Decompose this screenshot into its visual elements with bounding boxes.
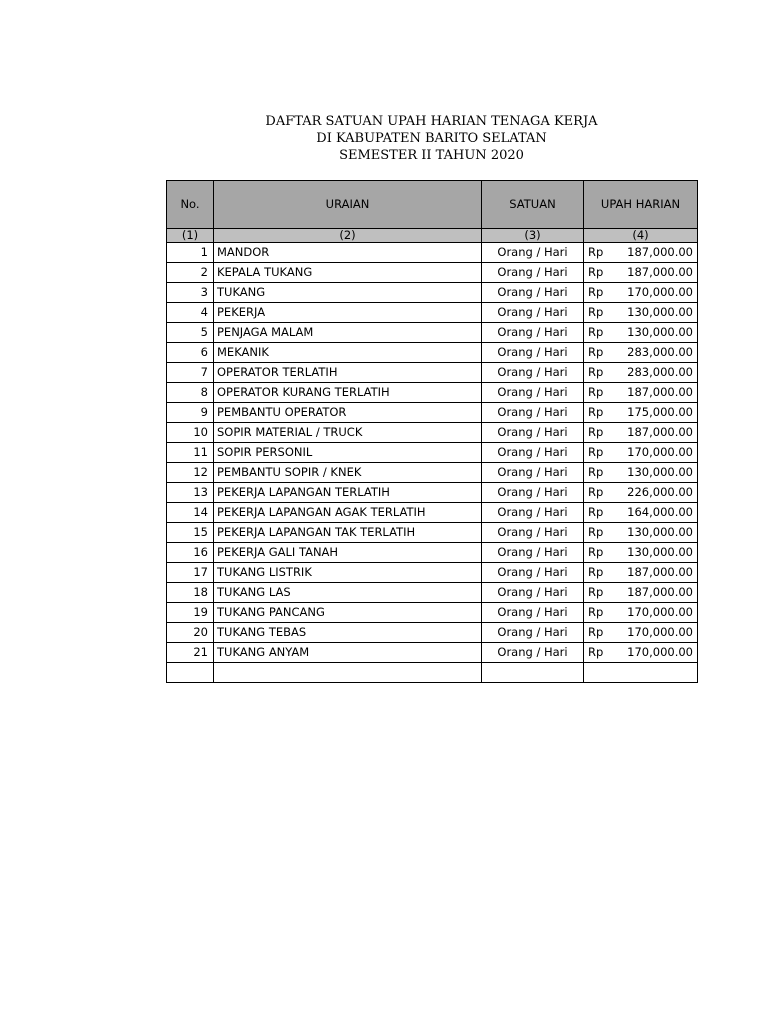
- row-upah-harian: [584, 443, 698, 463]
- row-uraian: OPERATOR TERLATIH: [214, 363, 482, 383]
- row-upah-harian: [584, 643, 698, 663]
- wage-amount: 226,000.00: [627, 485, 693, 499]
- table-row: [167, 503, 698, 523]
- header-no: No.: [167, 181, 214, 229]
- row-satuan: Orang / Hari: [482, 443, 584, 463]
- table-row: [167, 443, 698, 463]
- wage-amount: 170,000.00: [627, 625, 693, 639]
- row-satuan: Orang / Hari: [482, 523, 584, 543]
- wage-amount: 130,000.00: [627, 525, 693, 539]
- row-satuan: Orang / Hari: [482, 503, 584, 523]
- row-satuan: Orang / Hari: [482, 283, 584, 303]
- row-upah-harian: [584, 363, 698, 383]
- empty-cell: [167, 663, 214, 683]
- table-row: [167, 303, 698, 323]
- row-satuan: Orang / Hari: [482, 483, 584, 503]
- row-satuan: Orang / Hari: [482, 463, 584, 483]
- row-satuan: Orang / Hari: [482, 383, 584, 403]
- table-row: [167, 563, 698, 583]
- row-number: 17: [167, 563, 214, 583]
- row-uraian: TUKANG: [214, 283, 482, 303]
- row-number: 16: [167, 543, 214, 563]
- row-uraian: SOPIR PERSONIL: [214, 443, 482, 463]
- header-uraian: URAIAN: [214, 181, 482, 229]
- row-number: 12: [167, 463, 214, 483]
- table-row: [167, 283, 698, 303]
- currency-label: Rp: [588, 305, 604, 319]
- currency-label: Rp: [588, 645, 604, 659]
- currency-label: Rp: [588, 405, 604, 419]
- currency-label: Rp: [588, 285, 604, 299]
- row-uraian: TUKANG PANCANG: [214, 603, 482, 623]
- col-number-2: (2): [214, 229, 482, 243]
- row-number: 20: [167, 623, 214, 643]
- empty-cell: [584, 663, 698, 683]
- table-row: [167, 603, 698, 623]
- row-uraian: MANDOR: [214, 243, 482, 263]
- row-upah-harian: [584, 423, 698, 443]
- currency-label: Rp: [588, 385, 604, 399]
- row-upah-harian: [584, 343, 698, 363]
- wage-amount: 170,000.00: [627, 605, 693, 619]
- currency-label: Rp: [588, 545, 604, 559]
- table-row: [167, 423, 698, 443]
- row-upah-harian: [584, 263, 698, 283]
- row-uraian: SOPIR MATERIAL / TRUCK: [214, 423, 482, 443]
- wage-amount: 283,000.00: [627, 345, 693, 359]
- row-upah-harian: [584, 523, 698, 543]
- currency-label: Rp: [588, 325, 604, 339]
- currency-label: Rp: [588, 345, 604, 359]
- table-body: [167, 243, 698, 683]
- row-uraian: PEKERJA LAPANGAN TAK TERLATIH: [214, 523, 482, 543]
- row-upah-harian: [584, 243, 698, 263]
- row-satuan: Orang / Hari: [482, 403, 584, 423]
- row-number: 14: [167, 503, 214, 523]
- wage-amount: 187,000.00: [627, 585, 693, 599]
- row-upah-harian: [584, 483, 698, 503]
- table-row: [167, 403, 698, 423]
- row-uraian: PEMBANTU SOPIR / KNEK: [214, 463, 482, 483]
- row-uraian: TUKANG LAS: [214, 583, 482, 603]
- header-satuan: SATUAN: [482, 181, 584, 229]
- wage-amount: 170,000.00: [627, 285, 693, 299]
- col-number-4: (4): [584, 229, 698, 243]
- wage-amount: 170,000.00: [627, 445, 693, 459]
- row-satuan: Orang / Hari: [482, 623, 584, 643]
- row-uraian: KEPALA TUKANG: [214, 263, 482, 283]
- wage-amount: 130,000.00: [627, 305, 693, 319]
- table-row: [167, 483, 698, 503]
- row-number: 5: [167, 323, 214, 343]
- row-satuan: Orang / Hari: [482, 563, 584, 583]
- row-upah-harian: [584, 503, 698, 523]
- row-upah-harian: [584, 403, 698, 423]
- row-satuan: Orang / Hari: [482, 423, 584, 443]
- row-uraian: PEKERJA GALI TANAH: [214, 543, 482, 563]
- row-uraian: PEMBANTU OPERATOR: [214, 403, 482, 423]
- header-upah-harian: UPAH HARIAN: [584, 181, 698, 229]
- wage-amount: 164,000.00: [627, 505, 693, 519]
- currency-label: Rp: [588, 605, 604, 619]
- currency-label: Rp: [588, 425, 604, 439]
- title-line-2: DI KABUPATEN BARITO SELATAN: [316, 131, 547, 146]
- row-number: 9: [167, 403, 214, 423]
- wage-amount: 187,000.00: [627, 245, 693, 259]
- column-number-row: [167, 229, 698, 243]
- row-number: 15: [167, 523, 214, 543]
- row-number: 21: [167, 643, 214, 663]
- row-satuan: Orang / Hari: [482, 343, 584, 363]
- currency-label: Rp: [588, 485, 604, 499]
- row-upah-harian: [584, 563, 698, 583]
- table-row: [167, 363, 698, 383]
- wage-amount: 187,000.00: [627, 265, 693, 279]
- currency-label: Rp: [588, 525, 604, 539]
- row-number: 7: [167, 363, 214, 383]
- row-number: 3: [167, 283, 214, 303]
- currency-label: Rp: [588, 625, 604, 639]
- row-number: 6: [167, 343, 214, 363]
- row-number: 19: [167, 603, 214, 623]
- row-upah-harian: [584, 583, 698, 603]
- currency-label: Rp: [588, 445, 604, 459]
- currency-label: Rp: [588, 265, 604, 279]
- table-row: [167, 263, 698, 283]
- row-satuan: Orang / Hari: [482, 263, 584, 283]
- table-row: [167, 243, 698, 263]
- row-satuan: Orang / Hari: [482, 643, 584, 663]
- wage-table: [166, 180, 698, 683]
- title-line-1: DAFTAR SATUAN UPAH HARIAN TENAGA KERJA: [265, 114, 598, 129]
- row-upah-harian: [584, 323, 698, 343]
- row-uraian: PEKERJA LAPANGAN TERLATIH: [214, 483, 482, 503]
- row-uraian: PENJAGA MALAM: [214, 323, 482, 343]
- wage-amount: 283,000.00: [627, 365, 693, 379]
- wage-amount: 130,000.00: [627, 325, 693, 339]
- table-row: [167, 623, 698, 643]
- row-uraian: TUKANG LISTRIK: [214, 563, 482, 583]
- document-title: [166, 113, 697, 164]
- row-uraian: OPERATOR KURANG TERLATIH: [214, 383, 482, 403]
- row-satuan: Orang / Hari: [482, 323, 584, 343]
- wage-amount: 170,000.00: [627, 645, 693, 659]
- row-uraian: TUKANG ANYAM: [214, 643, 482, 663]
- row-uraian: MEKANIK: [214, 343, 482, 363]
- empty-cell: [214, 663, 482, 683]
- title-line-3: SEMESTER II TAHUN 2020: [339, 148, 524, 163]
- table-row: [167, 523, 698, 543]
- table-row: [167, 463, 698, 483]
- table-row: [167, 383, 698, 403]
- table-row: [167, 583, 698, 603]
- wage-amount: 130,000.00: [627, 465, 693, 479]
- row-number: 1: [167, 243, 214, 263]
- row-upah-harian: [584, 603, 698, 623]
- currency-label: Rp: [588, 245, 604, 259]
- empty-cell: [482, 663, 584, 683]
- row-uraian: TUKANG TEBAS: [214, 623, 482, 643]
- wage-amount: 175,000.00: [627, 405, 693, 419]
- row-upah-harian: [584, 463, 698, 483]
- row-uraian: PEKERJA: [214, 303, 482, 323]
- row-number: 8: [167, 383, 214, 403]
- table-row: [167, 643, 698, 663]
- wage-amount: 187,000.00: [627, 565, 693, 579]
- table-header-row: [167, 181, 698, 229]
- currency-label: Rp: [588, 465, 604, 479]
- currency-label: Rp: [588, 505, 604, 519]
- row-number: 2: [167, 263, 214, 283]
- row-satuan: Orang / Hari: [482, 603, 584, 623]
- row-uraian: PEKERJA LAPANGAN AGAK TERLATIH: [214, 503, 482, 523]
- table-row: [167, 343, 698, 363]
- empty-row: [167, 663, 698, 683]
- row-number: 13: [167, 483, 214, 503]
- row-upah-harian: [584, 283, 698, 303]
- currency-label: Rp: [588, 585, 604, 599]
- row-number: 18: [167, 583, 214, 603]
- col-number-3: (3): [482, 229, 584, 243]
- currency-label: Rp: [588, 365, 604, 379]
- row-upah-harian: [584, 383, 698, 403]
- row-satuan: Orang / Hari: [482, 363, 584, 383]
- wage-amount: 187,000.00: [627, 425, 693, 439]
- wage-amount: 187,000.00: [627, 385, 693, 399]
- row-upah-harian: [584, 303, 698, 323]
- row-satuan: Orang / Hari: [482, 303, 584, 323]
- row-number: 11: [167, 443, 214, 463]
- row-upah-harian: [584, 543, 698, 563]
- row-satuan: Orang / Hari: [482, 243, 584, 263]
- currency-label: Rp: [588, 565, 604, 579]
- col-number-1: (1): [167, 229, 214, 243]
- row-number: 10: [167, 423, 214, 443]
- row-satuan: Orang / Hari: [482, 583, 584, 603]
- row-upah-harian: [584, 623, 698, 643]
- table-row: [167, 323, 698, 343]
- row-number: 4: [167, 303, 214, 323]
- table-row: [167, 543, 698, 563]
- row-satuan: Orang / Hari: [482, 543, 584, 563]
- wage-amount: 130,000.00: [627, 545, 693, 559]
